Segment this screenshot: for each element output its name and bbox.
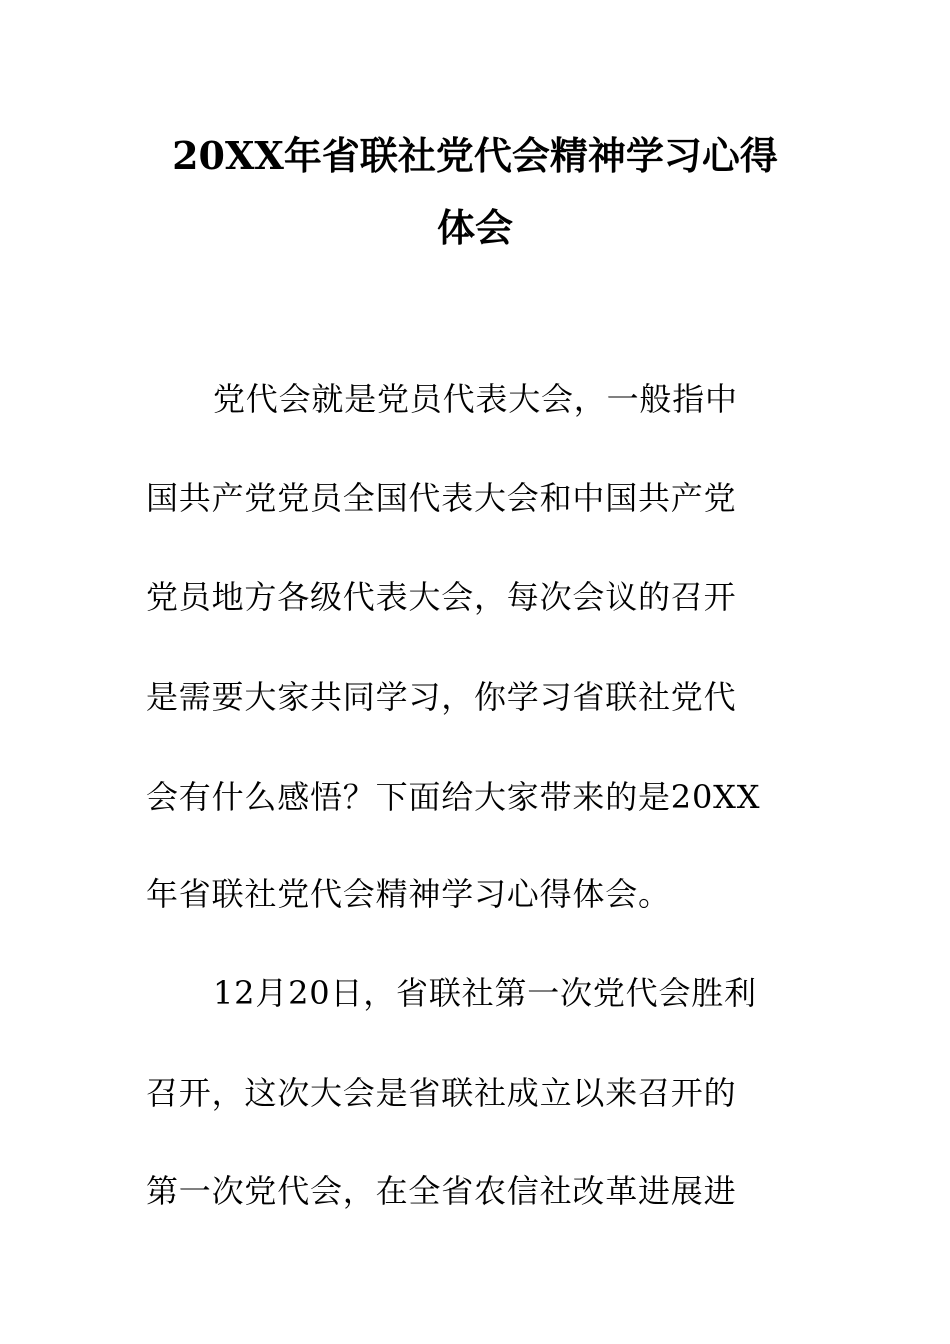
document-title-line-2: 体会: [436, 205, 513, 250]
paragraph-2-line-3: 第一次党代会，在全省农信社改革进展进: [146, 1172, 737, 1210]
paragraph-1-line-4: 是需要大家共同学习，你学习省联社党代: [146, 678, 737, 716]
paragraph-1-line-5: 会有什么感悟？下面给大家带来的是20XX: [146, 778, 761, 816]
paragraph-1-line-1: 党代会就是党员代表大会，一般指中: [213, 380, 738, 418]
paragraph-1-line-3: 党员地方各级代表大会，每次会议的召开: [146, 578, 737, 616]
paragraph-2-line-1: 12月20日，省联社第一次党代会胜利: [213, 974, 757, 1012]
paragraph-1-line-2: 国共产党党员全国代表大会和中国共产党: [146, 479, 737, 517]
paragraph-2-line-2: 召开，这次大会是省联社成立以来召开的: [146, 1074, 737, 1112]
paragraph-1-line-6: 年省联社党代会精神学习心得体会。: [146, 875, 671, 913]
document-title-line-1: 20XX年省联社党代会精神学习心得: [172, 133, 778, 178]
